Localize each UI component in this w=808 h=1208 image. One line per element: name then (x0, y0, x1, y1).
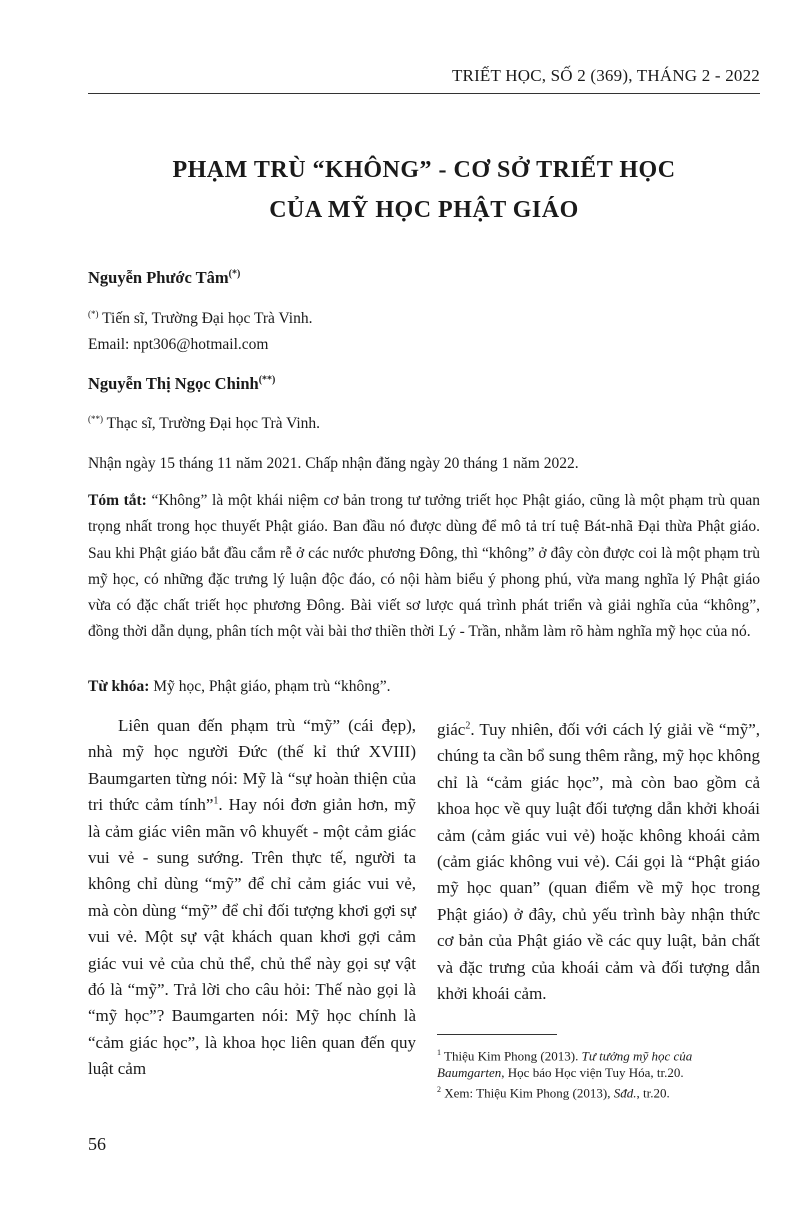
body-paragraph: Liên quan đến phạm trù “mỹ” (cái đẹp), nhà mỹ học người Đức (thế kỉ thứ XVIII) Baumgarten từng nói: Mỹ là “sự hoàn thiện của tri thức cảm tính”$^1$. Hay nói đơn giản hơn, mỹ là cảm giác viên mãn vô khuyết - một cảm giác vui vẻ - sung sướng. Trên thực tế, người ta không chỉ dùng “mỹ” để chỉ cảm giác vui vẻ, mà còn dùng “mỹ” để chỉ đối tượng khơi gợi sự vui vẻ. Một sự vật khách quan khơi gợi cảm giác vui vẻ của chủ thể, chủ thể này gọi sự vật đó là “mỹ”. Trả lời cho câu hỏi: Thế nào gọi là “mỹ học”? Baumgarten nói: Mỹ học chính là “cảm giác học”, là khoa học liên quan đến quy luật cảm (88, 716, 416, 1079)
author-1 (88, 268, 240, 288)
author-2-affiliation: (**) Thạc sĩ, Trường Đại học Trà Vinh. (88, 414, 321, 433)
footnote-ref-2[interactable]: 2 (465, 720, 471, 732)
keywords-label: Từ khóa: (88, 678, 150, 695)
abstract-text: “Không” là một khái niệm cơ bản trong tư tưởng triết học Phật giáo, cũng là một phạm trù quan trọng nhất trong học thuyết Phật giáo. Ban đầu nó được dùng để mô tả trí tuệ Bát-nhã Đại thừa Phật giáo. Sau khi Phật giáo bắt đầu cắm rễ ở các nước phương Đông, thì “không” ở đây còn được coi là một phạm trù mỹ học, có những đặc trưng lý luận độc đáo, có nội hàm biểu ý phong phú, vừa mang nghĩa lý Phật giáo vừa có đặc chất triết học phương Đông. Bài viết sơ lược quá trình phát triển và giải nghĩa của “không”, đồng thời dẫn dụng, phân tích một vài bài thơ thiền thời Lý - Trần, nhằm làm rõ hàm nghĩa mỹ học của nó. (88, 492, 761, 641)
footnote-1: $^1$ Thiệu Kim Phong (2013). Tư tưởng mỹ học của Baumgarten, Học báo Học viện Tuy Hóa, tr.20. (437, 1048, 693, 1081)
author-1-name: Nguyễn Phước Tâm (88, 268, 229, 287)
author-1-mark: (*) (228, 268, 241, 280)
keywords (88, 678, 391, 696)
footnote-ref-1[interactable]: 1 (213, 795, 219, 807)
abstract (88, 488, 760, 646)
author-2-mark: (**) (258, 374, 276, 386)
header-rule (88, 93, 760, 94)
author-2-name: Nguyễn Thị Ngọc Chinh (88, 374, 259, 393)
title-line-1: PHẠM TRÙ “KHÔNG” - CƠ SỞ TRIẾT HỌC (172, 157, 676, 183)
keywords-text: Mỹ học, Phật giáo, phạm trù “không”. (153, 678, 391, 695)
body-paragraph: giác$^2$. Tuy nhiên, đối với cách lý giải về “mỹ”, chúng ta cần bổ sung thêm rằng, mỹ học không chỉ là “cảm giác học”, mà còn bao gồm cả khoa học về quy luật đối tượng dẫn khởi khoái cảm (cảm giác vui vẻ) hoặc không khoái cảm (cảm giác không vui vẻ). Cái gọi là “Phật giáo mỹ học quan” (quan điểm về mỹ học trong Phật giáo) ở đây, chủ yếu trình bày nhận thức cơ bản của Phật giáo về các quy luật, bản chất và đặc trưng của khoái cảm và đối tượng dẫn khởi khoái cảm. (437, 720, 760, 1004)
footnote-2: $^2$ Xem: Thiệu Kim Phong (2013), Sđd., tr.20. (437, 1085, 670, 1101)
article-title (88, 150, 760, 230)
footnote-rule (437, 1034, 557, 1035)
author-1-affiliation: (*) Tiến sĩ, Trường Đại học Trà Vinh. (88, 309, 313, 328)
received-accepted-dates: Nhận ngày 15 tháng 11 năm 2021. Chấp nhận đăng ngày 20 tháng 1 năm 2022. (88, 455, 579, 472)
title-line-2: CỦA MỸ HỌC PHẬT GIÁO (269, 197, 579, 223)
author-1-email: Email: npt306@hotmail.com (88, 336, 269, 353)
body-column-left (88, 713, 416, 1083)
running-header: TRIẾT HỌC, SỐ 2 (369), THÁNG 2 - 2022 (451, 66, 760, 85)
body-column-right (437, 717, 760, 1007)
footnotes (437, 1044, 760, 1102)
page-number: 56 (88, 1134, 106, 1154)
abstract-label: Tóm tắt: (88, 492, 147, 509)
affiliation-2-mark: (**) (88, 414, 103, 424)
author-2 (88, 374, 275, 394)
affiliation-1-mark: (*) (88, 309, 99, 319)
